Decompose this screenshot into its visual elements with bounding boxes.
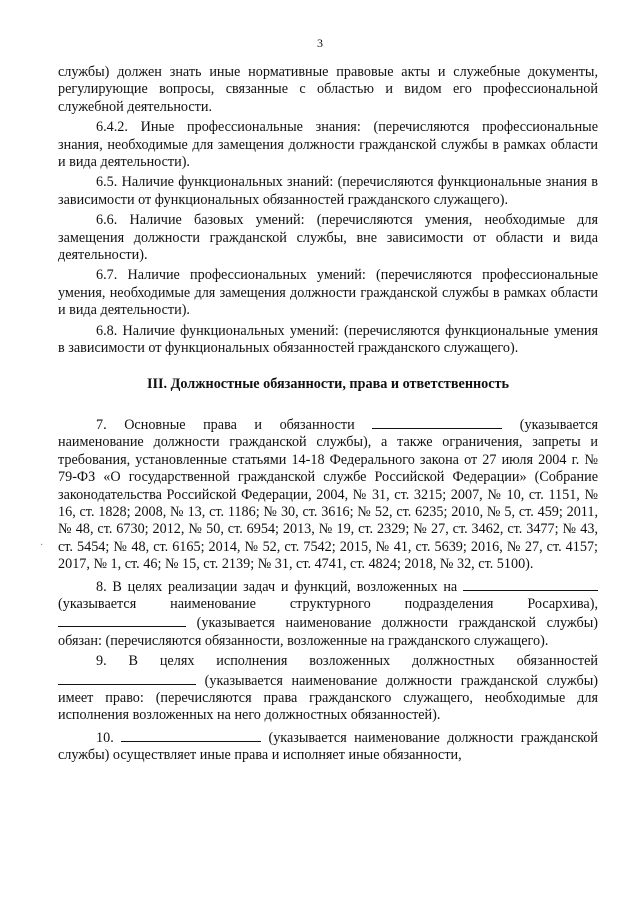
paragraph-6-4-2: 6.4.2. Иные профессиональные знания: (перечисляются профессиональные знания, необходимые для замещения должности гражданской службы в рамках области и вида деятельности).	[58, 119, 598, 171]
paragraph-continuation-lead: службы) должен знать иные нормативные правовые акты и служебные документы, регулирующие вопросы, связанные с областью и видом его профессиональной	[58, 64, 598, 98]
blank-field	[58, 613, 186, 627]
paragraph-9-start: 9. В целях исполнения возложенных должностных обязанностей	[96, 653, 598, 670]
paragraph-8-start: 8. В целях реализации задач и функций, возложенных на	[96, 578, 458, 595]
paragraph-6-7: 6.7. Наличие профессиональных умений: (перечисляются профессиональные умения, необходимые для замещения должности гражданской службы в рамках области и вида деятельности).	[58, 267, 598, 319]
margin-mark: ·	[40, 540, 44, 551]
paragraph-9	[58, 653, 598, 725]
paragraph-10-start: 10.	[96, 729, 114, 746]
blank-field	[372, 415, 502, 429]
paragraph-6-5: 6.5. Наличие функциональных знаний: (перечисляются функциональные знания в зависимости от функциональных обязанностей гражданского служащего).	[58, 174, 598, 208]
paragraph-10	[58, 728, 598, 765]
blank-field	[58, 671, 196, 685]
paragraph-7	[58, 415, 598, 574]
section-heading: III. Должностные обязанности, права и ответственность	[146, 375, 510, 392]
blank-field	[463, 577, 598, 591]
paragraph-6-8: 6.8. Наличие функциональных умений: (перечисляются функциональные умения в зависимости от функциональных обязанностей гражданского служащего).	[58, 322, 598, 357]
paragraph-10-rest: (указывается наименование должности гражданской службы) осуществляет иные права и исполняет иные обязанности,	[58, 729, 598, 764]
paragraph-continuation-end: служебной деятельности.	[58, 98, 213, 115]
paragraph-6-6: 6.6. Наличие базовых умений: (перечисляются умения, необходимые для замещения должности гражданской службы, вне зависимости от области и вида деятельности).	[58, 212, 598, 264]
paragraph-8-rest: (указывается наименование должности гражданской службы) обязан: (перечисляются обязанности, возложенные на гражданского служащего).	[58, 615, 598, 649]
paragraph-continuation	[58, 64, 598, 116]
document-body	[58, 64, 598, 768]
page-number: 3	[317, 36, 323, 50]
paragraph-9-rest: (указывается наименование должности гражданской службы) имеет право: (перечисляются права гражданского служащего, необходимые для исполнения возложенных на него должностных обязанностей).	[58, 672, 598, 724]
paragraph-8	[58, 577, 598, 651]
paragraph-8-middle: (указывается наименование структурного подразделения Росархива),	[58, 595, 598, 612]
paragraph-7-start: 7. Основные права и обязанности	[96, 416, 355, 433]
paragraph-7-rest: (указывается наименование должности гражданской службы), а также ограничения, запреты и требования, установленные статьями 14-18 Федерального закона от 27 июля 2004 г. № 79-ФЗ «О государственной гражданской службе Российской Федерации» (Собрание законодательства Российской Федерации, 2004, № 31, ст. 3215; 2007, № 10, ст. 1151, № 16, ст. 1828; 2008, № 13, ст. 1186; № 30, ст. 3616; № 52, ст. 6235; 2010, № 5, ст. 459; 2011, № 48, ст. 6730; 2012, № 50, ст. 6954; 2013, № 19, ст. 2329; № 27, ст. 3462, ст. 3477; № 43, ст. 5454; № 48, ст. 6165; 2014, № 52, ст. 7542; 2015, № 41, ст. 5639; 2016, № 27, ст. 4157; 2017, № 1, ст. 46; № 15, ст. 2139; № 31, ст. 4741, ст. 4824; 2018, № 32, ст. 5100).	[58, 416, 598, 573]
blank-field	[121, 728, 261, 742]
